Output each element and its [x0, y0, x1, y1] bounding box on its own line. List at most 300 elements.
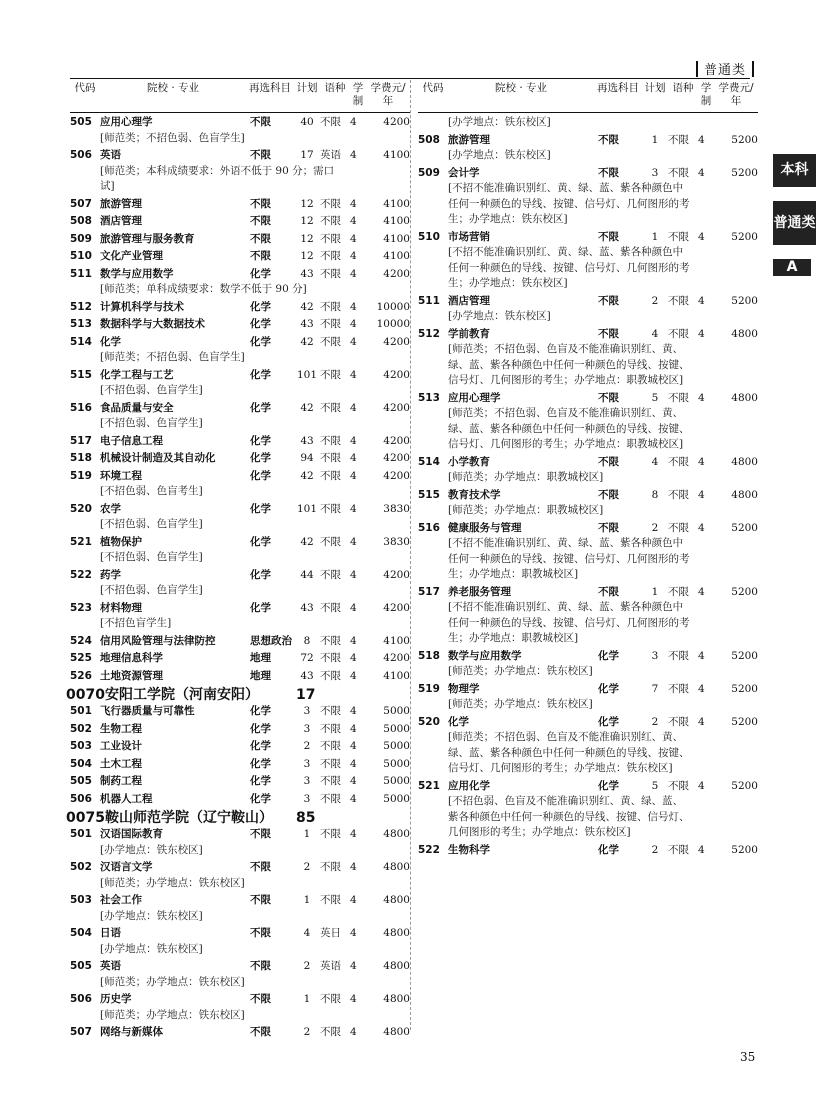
program-row — [418, 715, 758, 731]
program-subject: 不限 — [598, 230, 619, 243]
program-row — [418, 133, 758, 149]
program-entry — [418, 585, 758, 647]
program-years: 4 — [350, 215, 357, 227]
program-row — [70, 757, 410, 773]
program-lang: 不限 — [320, 215, 341, 227]
program-years: 4 — [350, 335, 357, 348]
program-years: 4 — [698, 391, 705, 404]
program-plan: 3 — [303, 722, 311, 735]
program-subject: 不限 — [250, 149, 271, 161]
program-fee: 4100 — [383, 215, 410, 227]
program-name: 化学工程与工艺 — [100, 368, 174, 381]
program-plan: 2 — [651, 843, 659, 856]
program-code: 522 — [418, 843, 440, 856]
program-subject: 化学 — [598, 779, 619, 792]
program-years: 4 — [350, 368, 357, 381]
program-lang: 不限 — [668, 133, 689, 146]
program-subject: 不限 — [598, 455, 619, 468]
program-entry — [70, 651, 410, 667]
program-plan: 2 — [303, 1026, 311, 1038]
program-years: 4 — [698, 649, 705, 662]
program-entry — [418, 715, 758, 777]
right-column — [418, 82, 758, 860]
program-fee: 4100 — [383, 232, 410, 245]
program-plan: 1 — [303, 894, 311, 906]
header-bar-right — [752, 61, 754, 77]
program-entry — [418, 649, 758, 680]
program-plan: 2 — [303, 960, 311, 972]
program-fee: 4800 — [383, 993, 410, 1005]
program-years: 4 — [350, 775, 357, 787]
program-plan: 2 — [303, 861, 311, 873]
program-code: 520 — [418, 715, 440, 728]
program-plan: 2 — [303, 740, 311, 752]
program-note: [师范类；办学地点：铁东校区] — [100, 975, 245, 988]
program-name: 土木工程 — [100, 757, 142, 770]
program-name: 数据科学与大数据技术 — [100, 318, 205, 330]
program-years: 4 — [698, 230, 705, 243]
program-plan: 8 — [651, 488, 659, 501]
program-entry — [70, 739, 410, 755]
program-note: [不招色弱、色盲学生] — [100, 518, 203, 530]
program-subject: 不限 — [598, 391, 619, 404]
program-code: 520 — [70, 502, 92, 515]
program-plan: 42 — [300, 469, 314, 482]
program-entry — [70, 757, 410, 773]
program-code: 504 — [70, 927, 92, 939]
school-header — [66, 809, 410, 827]
program-subject: 地理 — [250, 669, 271, 682]
program-years: 4 — [350, 927, 357, 939]
program-subject: 不限 — [598, 488, 619, 501]
program-row — [418, 649, 758, 665]
program-years: 4 — [350, 652, 357, 664]
program-name: 旅游管理 — [100, 197, 142, 210]
header-code: 代码 — [74, 82, 96, 94]
program-code: 514 — [70, 335, 92, 348]
program-row — [418, 779, 758, 795]
program-fee: 4100 — [383, 197, 410, 210]
program-note: [师范类；不招色弱、色盲及不能准确识别红、黄、绿、蓝、紫各种颜色中任何一种颜色的导线、按键、信号灯、几何图形的考生；办学地点：职教城校区] — [448, 407, 690, 450]
program-subject: 不限 — [598, 166, 619, 179]
program-plan: 3 — [303, 757, 311, 770]
program-entry — [418, 133, 758, 164]
program-name: 生物工程 — [100, 722, 142, 735]
school-code-name — [66, 686, 296, 704]
program-entry — [70, 893, 410, 924]
program-row — [70, 502, 410, 518]
program-code: 501 — [70, 705, 92, 717]
program-entry — [70, 197, 410, 213]
program-years: 4 — [698, 521, 705, 534]
program-subject: 化学 — [598, 682, 619, 695]
program-note: [师范类；办学地点：铁东校区] — [100, 1008, 245, 1021]
program-fee: 4100 — [383, 149, 410, 161]
header-name: 院校 · 专业 — [146, 82, 199, 94]
program-fee: 5200 — [731, 294, 758, 307]
program-note: [师范类；单科成绩要求：数学不低于 90 分] — [100, 283, 307, 295]
program-fee: 4100 — [383, 250, 410, 262]
program-fee: 4800 — [383, 1026, 410, 1038]
program-fee: 5000 — [383, 775, 410, 787]
program-lang: 不限 — [320, 894, 341, 906]
program-lang: 不限 — [668, 391, 689, 404]
program-note: [办学地点：铁东校区] — [100, 909, 203, 922]
program-entry — [70, 959, 410, 990]
program-lang: 不限 — [668, 230, 689, 243]
program-fee: 4800 — [383, 894, 410, 906]
program-fee: 5000 — [383, 792, 410, 805]
program-subject: 化学 — [250, 775, 271, 787]
program-row — [70, 669, 410, 685]
program-row — [70, 148, 410, 164]
program-name: 汉语国际教育 — [100, 828, 163, 840]
program-fee: 5200 — [731, 521, 758, 534]
program-plan: 12 — [300, 197, 314, 210]
program-code: 507 — [70, 1026, 92, 1038]
program-row — [70, 535, 410, 551]
program-fee: 4800 — [731, 488, 758, 501]
program-name: 会计学 — [448, 166, 480, 179]
program-plan: 5 — [651, 779, 659, 792]
program-lang: 不限 — [668, 715, 689, 728]
program-subject: 不限 — [598, 585, 619, 598]
program-plan: 3 — [303, 775, 311, 787]
program-name: 历史学 — [100, 993, 132, 1005]
program-fee: 4800 — [731, 327, 758, 340]
program-years: 4 — [350, 318, 357, 330]
left-column-header — [70, 82, 410, 113]
program-entry — [418, 682, 758, 713]
program-row — [70, 368, 410, 384]
program-code: 508 — [418, 133, 440, 146]
program-name: 学前教育 — [448, 327, 490, 340]
program-lang: 不限 — [320, 669, 341, 682]
program-years: 4 — [698, 133, 705, 146]
program-name: 酒店管理 — [448, 294, 490, 307]
program-years: 4 — [350, 197, 357, 210]
program-years: 4 — [350, 401, 357, 414]
program-name: 社会工作 — [100, 894, 142, 906]
program-row — [418, 166, 758, 182]
program-subject: 化学 — [250, 792, 271, 805]
program-entry — [418, 327, 758, 389]
program-entry — [70, 267, 410, 298]
program-row — [418, 843, 758, 859]
program-name: 应用化学 — [448, 779, 490, 792]
right-column-header — [418, 82, 758, 113]
program-subject: 不限 — [598, 327, 619, 340]
program-subject: 化学 — [250, 318, 271, 330]
program-name: 计算机科学与技术 — [100, 300, 184, 313]
program-lang: 不限 — [668, 779, 689, 792]
program-subject: 不限 — [250, 993, 271, 1005]
program-name: 小学教育 — [448, 455, 490, 468]
left-column — [66, 82, 410, 1043]
program-name: 化学 — [100, 335, 121, 348]
program-entry — [70, 249, 410, 265]
program-entry — [418, 843, 758, 859]
program-fee: 5200 — [731, 682, 758, 695]
program-fee: 4800 — [731, 455, 758, 468]
program-fee: 4800 — [383, 828, 410, 840]
program-row — [70, 704, 410, 720]
program-name: 旅游管理 — [448, 133, 490, 146]
program-years: 4 — [350, 149, 357, 161]
program-plan: 101 — [296, 368, 318, 381]
program-code: 509 — [418, 166, 440, 179]
program-subject: 化学 — [250, 705, 271, 717]
program-note: [办学地点：铁东校区] — [448, 116, 551, 128]
program-subject: 不限 — [598, 133, 619, 146]
program-row — [418, 521, 758, 537]
program-years: 4 — [350, 469, 357, 482]
program-years: 4 — [350, 568, 357, 581]
program-plan: 43 — [300, 267, 314, 280]
program-code: 516 — [418, 521, 440, 534]
school-code: 0075 — [66, 810, 105, 826]
program-name: 土地资源管理 — [100, 669, 163, 682]
program-plan: 101 — [296, 502, 318, 515]
side-tab-a: A — [773, 259, 811, 276]
program-plan: 4 — [651, 455, 659, 468]
program-code: 516 — [70, 401, 92, 414]
program-subject: 化学 — [250, 502, 271, 515]
program-plan: 8 — [303, 634, 311, 647]
program-note: [不招不能准确识别红、黄、绿、蓝、紫各种颜色中任何一种颜色的导线、按键、信号灯、几何图形的考生；办学地点：铁东校区] — [448, 182, 690, 225]
program-code: 518 — [418, 649, 440, 662]
program-plan: 3 — [303, 705, 311, 717]
program-plan: 94 — [300, 452, 314, 464]
program-row — [418, 327, 758, 343]
program-fee: 5200 — [731, 649, 758, 662]
program-entry — [70, 317, 410, 333]
program-code: 517 — [70, 434, 92, 447]
program-entry — [418, 294, 758, 325]
top-rule — [70, 78, 750, 79]
program-fee: 4200 — [383, 401, 410, 414]
program-fee: 4200 — [383, 452, 410, 464]
program-years: 4 — [698, 843, 705, 856]
program-entry — [70, 115, 410, 146]
program-note: [师范类；办学地点：铁东校区] — [448, 665, 593, 677]
program-fee: 3830 — [383, 502, 410, 515]
program-name: 化学 — [448, 715, 469, 728]
program-row — [70, 249, 410, 265]
program-subject: 化学 — [250, 434, 271, 447]
program-row — [70, 115, 410, 131]
program-subject: 化学 — [250, 300, 271, 313]
program-name: 食品质量与安全 — [100, 401, 174, 414]
program-lang: 不限 — [668, 585, 689, 598]
program-plan: 72 — [300, 652, 314, 664]
program-years: 4 — [350, 960, 357, 972]
program-name: 物理学 — [448, 682, 480, 695]
program-subject: 地理 — [250, 652, 271, 664]
program-lang: 不限 — [320, 368, 341, 381]
program-subject: 化学 — [250, 335, 271, 348]
program-years: 4 — [698, 294, 705, 307]
program-years: 4 — [350, 705, 357, 717]
program-name: 信用风险管理与法律防控 — [100, 634, 216, 647]
program-entry — [418, 391, 758, 453]
program-row — [418, 294, 758, 310]
program-entry — [70, 860, 410, 891]
program-plan: 12 — [300, 215, 314, 227]
school-name: 鞍山师范学院（辽宁鞍山） — [104, 810, 273, 826]
program-lang: 不限 — [320, 634, 341, 647]
program-years: 4 — [698, 455, 705, 468]
program-years: 4 — [350, 993, 357, 1005]
program-subject: 不限 — [250, 894, 271, 906]
program-subject: 不限 — [250, 197, 271, 210]
program-name: 文化产业管理 — [100, 250, 163, 262]
program-plan: 1 — [651, 230, 659, 243]
program-name: 电子信息工程 — [100, 434, 163, 447]
program-note: [师范类；办学地点：铁东校区] — [100, 876, 245, 889]
program-entry — [70, 469, 410, 500]
program-row — [70, 300, 410, 316]
header-fee: 学费元/年 — [718, 82, 754, 107]
program-subject: 不限 — [250, 250, 271, 262]
program-code: 503 — [70, 740, 92, 752]
program-name: 汉语言文学 — [100, 861, 153, 873]
program-fee: 4800 — [383, 927, 410, 939]
program-note: [不招色弱、色盲学生] — [100, 551, 203, 563]
program-entry — [418, 779, 758, 841]
program-row — [70, 926, 410, 942]
program-row — [70, 267, 410, 283]
program-row — [70, 317, 410, 333]
header-plan: 计划 — [644, 82, 666, 94]
program-note: [不招色弱、色盲学生] — [100, 417, 203, 429]
program-years: 4 — [698, 779, 705, 792]
program-years: 4 — [350, 250, 357, 262]
program-entry — [70, 601, 410, 632]
header-years: 学制 — [352, 82, 364, 107]
program-code: 521 — [70, 535, 92, 548]
program-lang: 不限 — [320, 722, 341, 735]
program-entry — [70, 232, 410, 248]
program-entry — [70, 502, 410, 533]
program-lang: 不限 — [320, 740, 341, 752]
side-tabs — [773, 154, 816, 290]
program-name: 应用心理学 — [100, 116, 153, 128]
program-subject: 不限 — [598, 294, 619, 307]
program-code: 510 — [418, 230, 440, 243]
program-name: 农学 — [100, 502, 121, 515]
program-years: 4 — [698, 327, 705, 340]
program-lang: 不限 — [320, 757, 341, 770]
program-row — [70, 232, 410, 248]
category-header — [690, 59, 760, 78]
program-plan: 42 — [300, 335, 314, 348]
program-name: 市场营销 — [448, 230, 490, 243]
program-code: 511 — [418, 294, 440, 307]
program-fee: 5200 — [731, 133, 758, 146]
program-note: [师范类；本科成绩要求：外语不低于 90 分；需口试] — [100, 164, 335, 192]
program-plan: 2 — [651, 521, 659, 534]
program-lang: 不限 — [668, 327, 689, 340]
program-row — [70, 1025, 410, 1041]
program-subject: 不限 — [250, 927, 271, 939]
program-entry — [70, 368, 410, 399]
program-code: 506 — [70, 149, 92, 161]
program-note: [不招色弱、色盲学生] — [100, 584, 203, 596]
program-subject: 不限 — [250, 232, 271, 245]
program-fee: 5200 — [731, 585, 758, 598]
program-code: 522 — [70, 568, 92, 581]
program-lang: 不限 — [320, 318, 341, 330]
program-code: 512 — [418, 327, 440, 340]
program-fee: 4800 — [383, 861, 410, 873]
school-header — [66, 686, 410, 704]
program-row — [70, 992, 410, 1008]
program-note: [不招不能准确识别红、黄、绿、蓝、紫各种颜色中任何一种颜色的导线、按键、信号灯、几何图形的考生；办学地点：职教城校区] — [448, 601, 690, 644]
program-name: 教育技术学 — [448, 488, 501, 501]
school-plan: 85 — [296, 810, 316, 826]
program-fee: 4200 — [383, 368, 410, 381]
program-lang: 不限 — [320, 1026, 341, 1038]
program-subject: 化学 — [250, 469, 271, 482]
program-years: 4 — [350, 861, 357, 873]
program-code: 521 — [418, 779, 440, 792]
program-plan: 3 — [651, 166, 659, 179]
program-lang: 不限 — [668, 521, 689, 534]
program-entry — [418, 521, 758, 583]
program-subject: 思想政治 — [250, 634, 292, 647]
school-plan: 17 — [296, 687, 316, 703]
program-subject: 化学 — [250, 267, 271, 280]
program-years: 4 — [350, 792, 357, 805]
program-years: 4 — [350, 232, 357, 245]
program-entry — [70, 401, 410, 432]
program-entry — [418, 230, 758, 292]
program-subject: 化学 — [250, 401, 271, 414]
header-lang: 语种 — [324, 82, 346, 94]
program-name: 机械设计制造及其自动化 — [100, 452, 216, 464]
program-code: 502 — [70, 861, 92, 873]
program-entry — [418, 488, 758, 519]
program-entry — [418, 166, 758, 228]
program-code: 519 — [70, 469, 92, 482]
program-note: [师范类；不招色弱、色盲学生] — [100, 351, 245, 363]
program-note: [办学地点：铁东校区] — [448, 310, 551, 322]
program-code: 513 — [418, 391, 440, 404]
program-name: 网络与新媒体 — [100, 1026, 163, 1038]
program-subject: 化学 — [250, 722, 271, 735]
program-years: 4 — [350, 740, 357, 752]
header-lang: 语种 — [672, 82, 694, 94]
program-plan: 42 — [300, 535, 314, 548]
program-lang: 不限 — [320, 828, 341, 840]
program-code: 512 — [70, 300, 92, 313]
program-lang: 不限 — [320, 335, 341, 348]
program-row — [70, 401, 410, 417]
program-subject: 不限 — [250, 116, 271, 128]
program-note: [师范类；办学地点：铁东校区] — [448, 698, 593, 710]
program-fee: 4100 — [383, 669, 410, 682]
program-name: 地理信息科学 — [100, 652, 163, 664]
program-fee: 5200 — [731, 166, 758, 179]
program-subject: 不限 — [250, 861, 271, 873]
program-plan: 17 — [300, 149, 314, 161]
program-lang: 不限 — [320, 601, 341, 614]
program-entry — [418, 455, 758, 486]
program-fee: 4200 — [383, 116, 410, 128]
program-entry — [70, 214, 410, 230]
program-fee: 4200 — [383, 469, 410, 482]
